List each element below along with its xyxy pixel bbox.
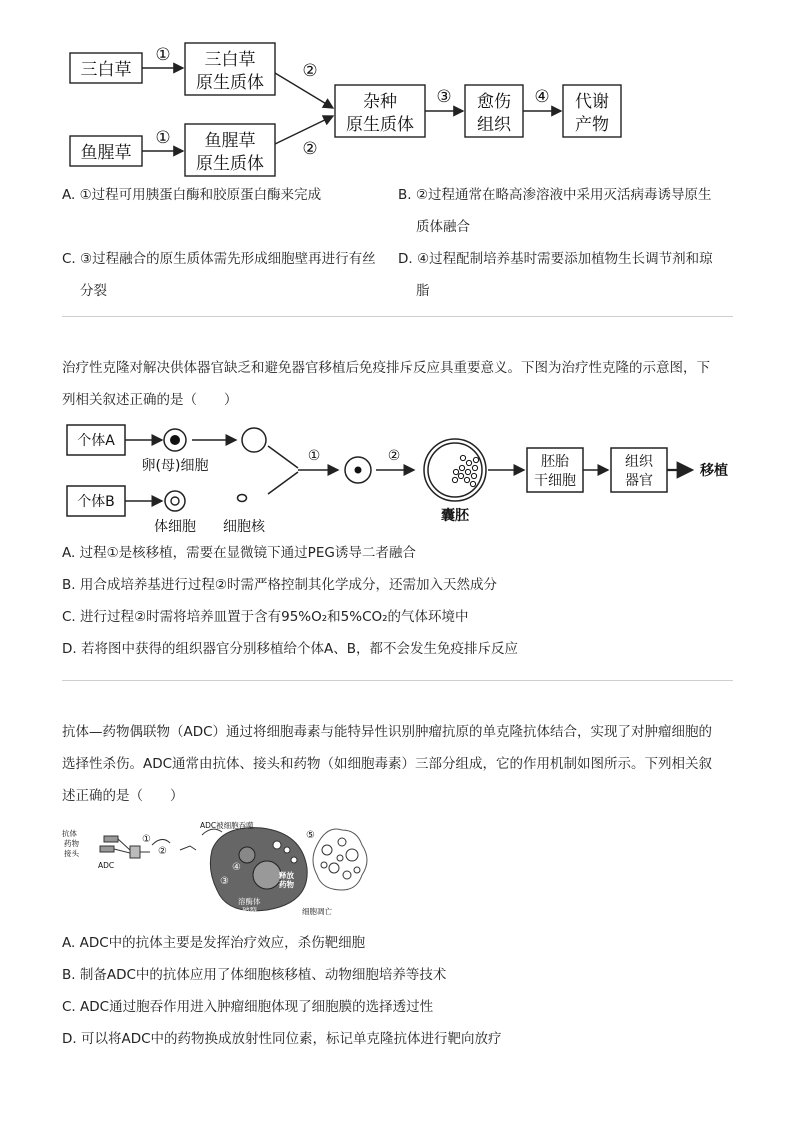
q1-option-c[interactable]: C. ③过程融合的原生质体需先形成细胞壁再进行有丝: [62, 251, 376, 267]
label-blastocyst: 囊胚: [441, 508, 469, 524]
box-sanbaicao: 三白草: [80, 60, 132, 80]
label-nucleus: 细胞核: [223, 519, 265, 535]
box-yuxingcao: 鱼腥草: [80, 143, 132, 163]
q3-step5: ⑤: [306, 830, 315, 841]
q2-step2: ②: [387, 448, 401, 464]
label-release-l2: 药物: [279, 880, 294, 889]
label-lysosome-l2: 破裂: [242, 906, 257, 915]
q2-option-b[interactable]: B. 用合成培养基进行过程②时需严格控制其化学成分，还需加入天然成分: [62, 577, 497, 593]
box-metab-l1: 代谢: [575, 92, 609, 112]
box-organ-l1: 组织: [625, 454, 653, 470]
q1-step3: ③: [436, 87, 452, 107]
box-hybrid-l2: 原生质体: [346, 115, 414, 135]
q3-adc-diagram: [62, 820, 372, 920]
box-sanbaicao-ppt-l1: 三白草: [204, 50, 256, 70]
box-metab-l2: 产物: [575, 115, 609, 135]
label-release-l1: 释放: [279, 871, 294, 880]
box-hybrid-l1: 杂种: [363, 92, 397, 112]
q3-option-c[interactable]: C. ADC通过胞吞作用进入肿瘤细胞体现了细胞膜的选择透过性: [62, 999, 434, 1015]
q1-step1-top: ①: [155, 45, 171, 65]
q2-option-a[interactable]: A. 过程①是核移植，需要在显微镜下通过PEG诱导二者融合: [62, 545, 416, 561]
q3-stem-line2: 选择性杀伤。ADC通常由抗体、接头和药物（如细胞毒素）三部分组成，它的作用机制如图所示。下列相关叙: [62, 756, 713, 772]
label-drug: 药物: [64, 839, 79, 848]
q1-option-d[interactable]: D. ④过程配制培养基时需要添加植物生长调节剂和琼: [398, 251, 713, 267]
q3-stem-line1: 抗体—药物偶联物（ADC）通过将细胞毒素与能特异性识别肿瘤抗原的单克隆抗体结合，实现了对肿瘤细胞的: [62, 724, 713, 740]
q1-option-a[interactable]: A. ①过程可用胰蛋白酶和胶原蛋白酶来完成: [62, 187, 322, 203]
box-callus-l1: 愈伤: [477, 92, 511, 112]
label-somatic-cell: 体细胞: [154, 519, 196, 535]
q1-option-b-cont: 质体融合: [416, 219, 470, 235]
q3-option-d[interactable]: D. 可以将ADC中的药物换成放射性同位素，标记单克隆抗体进行靶向放疗: [62, 1031, 502, 1047]
label-adc-swallowed: ADC被细胞吞噬: [200, 821, 254, 830]
box-organ-l2: 器官: [625, 473, 653, 489]
q1-fusion-diagram: [60, 38, 630, 178]
q3-step2: ②: [158, 846, 167, 857]
box-yuxingcao-ppt-l1: 鱼腥草: [204, 131, 256, 151]
q1-step2-bottom: ②: [302, 139, 318, 159]
q3-step1: ①: [142, 834, 151, 845]
box-yuxingcao-ppt-l2: 原生质体: [196, 154, 264, 174]
box-stem-cell-l1: 胚胎: [541, 454, 569, 470]
q2-option-c[interactable]: C. 进行过程②时需将培养皿置于含有95%O₂和5%CO₂的气体环境中: [62, 609, 469, 625]
box-individual-b: 个体B: [77, 494, 115, 510]
box-callus-l2: 组织: [477, 115, 511, 135]
q1-option-c-cont: 分裂: [80, 283, 107, 299]
label-antibody: 抗体: [62, 829, 77, 838]
label-egg-cell: 卵(母)细胞: [141, 458, 209, 474]
q3-stem-line3: 述正确的是（ ）: [62, 788, 184, 804]
box-stem-cell-l2: 干细胞: [534, 473, 576, 489]
divider: [62, 316, 733, 317]
q2-stem-line1: 治疗性克隆对解决供体器官缺乏和避免器官移植后免疫排斥反应具重要意义。下图为治疗性克隆的示意图，下: [62, 360, 710, 376]
q3-option-a[interactable]: A. ADC中的抗体主要是发挥治疗效应，杀伤靶细胞: [62, 935, 366, 951]
q1-step4: ④: [534, 87, 550, 107]
q2-cloning-diagram: [62, 418, 742, 540]
q3-option-b[interactable]: B. 制备ADC中的抗体应用了体细胞核移植、动物细胞培养等技术: [62, 967, 447, 983]
divider: [62, 680, 733, 681]
q3-step4: ④: [232, 862, 241, 873]
q2-option-d[interactable]: D. 若将图中获得的组织器官分别移植给个体A、B，都不会发生免疫排斥反应: [62, 641, 518, 657]
q2-stem-line2: 列相关叙述正确的是（ ）: [62, 392, 238, 408]
q2-step1: ①: [307, 448, 321, 464]
q1-step2-top: ②: [302, 61, 318, 81]
q1-option-d-cont: 脂: [416, 283, 430, 299]
label-linker: 接头: [64, 849, 79, 858]
box-individual-a: 个体A: [77, 433, 115, 449]
label-lysosome-l1: 溶酶体: [238, 897, 261, 906]
q3-step3: ③: [220, 876, 229, 887]
box-sanbaicao-ppt-l2: 原生质体: [196, 73, 264, 93]
label-transplant: 移植: [700, 463, 728, 479]
label-adc: ADC: [98, 861, 115, 870]
q1-step1-bottom: ①: [155, 128, 171, 148]
label-apoptosis: 细胞凋亡: [302, 907, 332, 916]
q1-option-b[interactable]: B. ②过程通常在略高渗溶液中采用灭活病毒诱导原生: [398, 187, 712, 203]
